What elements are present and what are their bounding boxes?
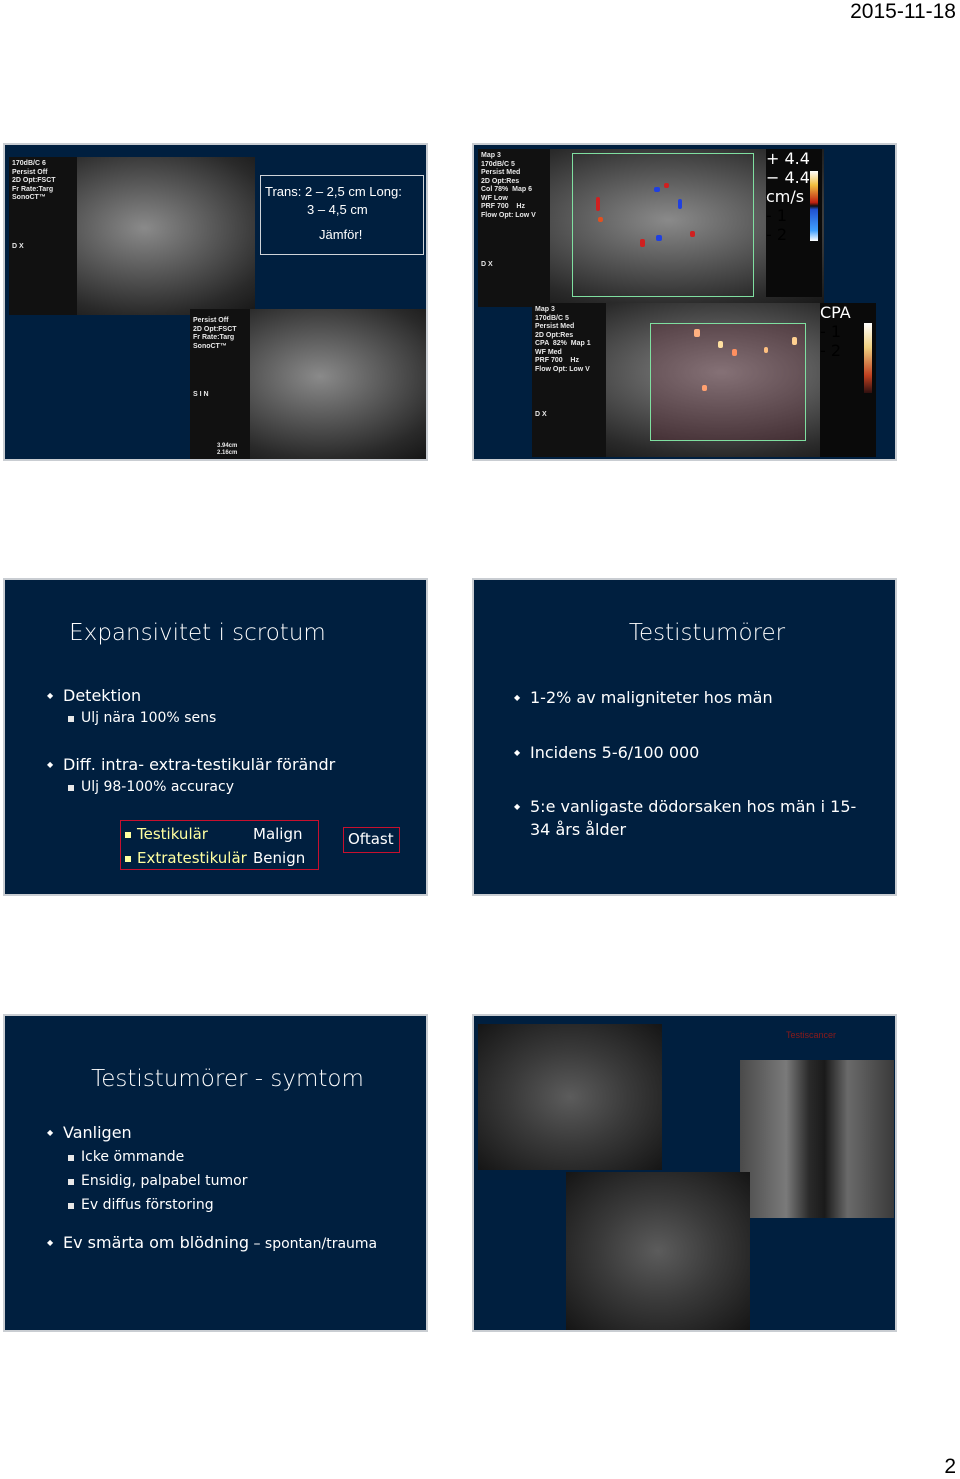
bullet-dodorsak: ◆ 5:e vanligaste dödorsaken hos män i 15- [530, 797, 856, 816]
header-date: 2015-11-18 [850, 0, 956, 23]
powerdoppler-side-label: D X [535, 411, 547, 418]
powerdoppler-scale-panel [820, 303, 876, 457]
row-extratestikular-value: Benign [253, 849, 306, 867]
slide-caption: Testiscancer [786, 1030, 837, 1040]
sub-bullet-palpabel: Ensidig, palpabel tumor [81, 1173, 248, 1189]
sub-bullet-forstoring: Ev diffus förstoring [81, 1197, 214, 1213]
ultrasound-side-label: D X [12, 243, 24, 250]
doppler-tick-2: - 2 [766, 225, 788, 244]
ultrasound-measurement: 3.94cm 2.16cm [217, 443, 238, 456]
sub-bullet-sens: Ulj nära 100% sens [81, 710, 217, 726]
row-testikular-label: Testikulär [125, 825, 208, 843]
slide-symtom [3, 1014, 428, 1332]
slide-title: Testistumörer [628, 620, 786, 646]
bullet-maligniteter: ◆ 1-2% av maligniteter hos män [530, 688, 773, 707]
slide-expansivitet [3, 578, 428, 896]
size-info-box [260, 175, 424, 255]
doppler-meta: Map 3 170dB/C 5 Persist Med 2D Opt:Res Col 78% Map 6 WF Low PRF 700 Hz Flow Opt: Low V [481, 152, 536, 219]
oftast-label: Oftast [348, 830, 394, 848]
slide-testiscancer-images [472, 1014, 897, 1332]
size-info-line3: Jämför! [319, 227, 363, 242]
classification-box [120, 820, 319, 870]
ultrasound-side-label-bottom: S I N [193, 391, 209, 398]
bullet-vanligen: ◆ Vanligen [63, 1123, 132, 1142]
sub-bullet-ommande: Icke ömmande [81, 1149, 185, 1165]
doppler-scale-plus: + 4.4 [766, 149, 810, 168]
ultrasound-image-top [9, 157, 255, 315]
ultrasound-meta-bottom: Persist Off 2D Opt:FSCT Fr Rate:Targ SonoCT™ [193, 317, 237, 350]
doppler-scale-panel [766, 149, 822, 297]
slide-ultrasound-size [3, 143, 428, 461]
slide-doppler [472, 143, 897, 461]
ultrasound-tumor-1 [478, 1024, 662, 1170]
bullet-dodorsak-cont: 34 års ålder [530, 820, 627, 839]
doppler-scale-unit: cm/s [766, 187, 805, 206]
bullet-incidens: ◆ Incidens 5-6/100 000 [530, 743, 699, 762]
doppler-side-label: D X [481, 261, 493, 268]
bullet-smarta: ◆ Ev smärta om blödning – spontan/trauma [63, 1233, 377, 1252]
doppler-tick-1: - 1 [766, 206, 788, 225]
size-info-line1: Trans: 2 – 2,5 cm Long: [265, 184, 402, 199]
doppler-scale-minus: − 4.4 [766, 168, 810, 187]
powerdoppler-meta: Map 3 170dB/C 5 Persist Med 2D Opt:Res CPA 82% Map 1 WF Med PRF 700 Hz Flow Opt: Low V [535, 306, 591, 373]
ultrasound-tumor-3 [566, 1172, 750, 1330]
powerdoppler-tick-2: - 2 [820, 341, 842, 360]
ultrasound-tumor-2 [740, 1060, 894, 1218]
oftast-box [343, 827, 400, 853]
powerdoppler-scale-label: CPA [820, 303, 851, 322]
slide-title: Expansivitet i scrotum [69, 620, 326, 646]
doppler-roi [572, 153, 754, 297]
ultrasound-meta: 170dB/C 6 Persist Off 2D Opt:FSCT Fr Rate:Targ SonoCT™ [12, 160, 56, 201]
ultrasound-image-bottom [190, 309, 426, 459]
powerdoppler-roi [650, 323, 806, 441]
row-extratestikular-label: Extratestikulär [125, 849, 247, 867]
size-info-line2: 3 – 4,5 cm [307, 202, 368, 217]
page-number: 2 [944, 1455, 956, 1478]
sub-bullet-accuracy: Ulj 98-100% accuracy [81, 779, 234, 795]
slide-title: Testistumörer - symtom [91, 1066, 364, 1092]
bullet-detektion: ◆ Detektion [63, 686, 141, 705]
powerdoppler-tick-1: - 1 [820, 322, 842, 341]
slide-testistumorer [472, 578, 897, 896]
row-testikular-value: Malign [253, 825, 303, 843]
bullet-diff: ◆ Diff. intra- extra-testikulär förändr [63, 755, 335, 774]
